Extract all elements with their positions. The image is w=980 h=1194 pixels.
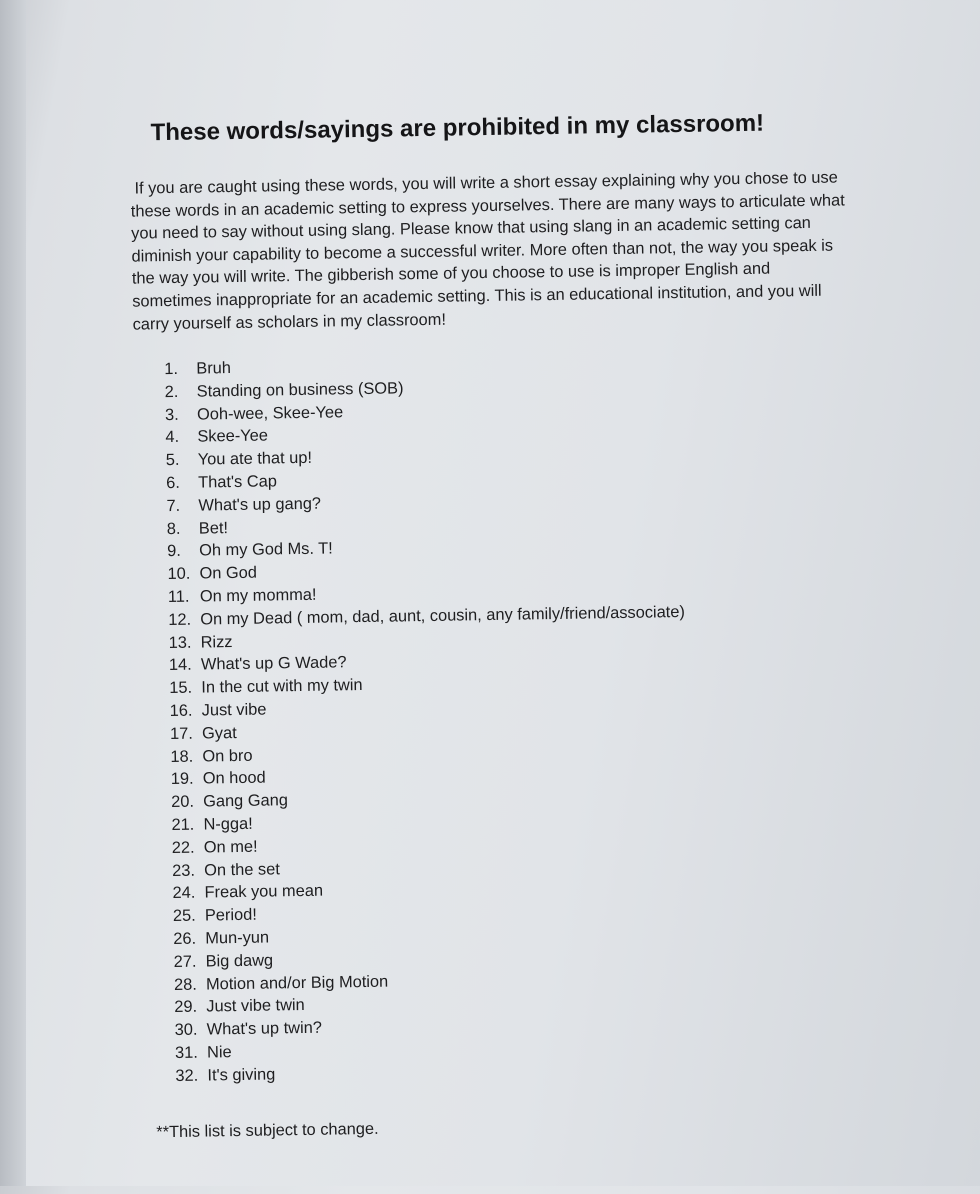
- list-item-number: 28.: [173, 975, 197, 994]
- list-item-text: Motion and/or Big Motion: [205, 972, 389, 994]
- list-item-text: On hood: [202, 768, 266, 788]
- list-item-text: In the cut with my twin: [201, 676, 363, 697]
- list-item-number: 14.: [168, 656, 192, 675]
- list-item-number: 11.: [167, 587, 190, 607]
- list-item-text: Bet!: [198, 518, 229, 538]
- intro-paragraph: If you are caught using these words, you will write a short essay explaining why you chose to use these words in an academic setting to express yourselves. There are many ways to articulate what you need to say without using slang. Please know that using slang in an academic setting can diminish your capability to become a successful writer. More often than not, the way you speak is the way you will write. The gibberish some of you choose to use is improper English and sometimes inappropriate for an academic setting. This is an educational institution, and you will carry yourself as scholars in my classroom!: [130, 168, 845, 334]
- list-item-text: Skee-Yee: [197, 426, 269, 446]
- list-item-text: Period!: [204, 905, 257, 925]
- list-item-number: 29.: [174, 997, 198, 1017]
- list-item-text: Standing on business (SOB): [196, 379, 404, 401]
- list-item-number: 26.: [173, 929, 197, 948]
- list-item-number: 22.: [171, 838, 195, 857]
- list-item-text: Ooh-wee, Skee-Yee: [196, 402, 344, 424]
- list-item-text: Gang Gang: [202, 791, 289, 811]
- list-item-text: Nie: [206, 1043, 232, 1062]
- list-item-text: What's up G Wade?: [200, 653, 347, 674]
- list-item-text: Just vibe: [201, 700, 267, 720]
- list-item-number: 18.: [170, 747, 194, 766]
- list-item-text: On my momma!: [199, 585, 317, 606]
- list-item-number: 30.: [174, 1020, 198, 1040]
- list-item-text: Freak you mean: [204, 881, 324, 902]
- list-item-text: On me!: [203, 837, 258, 857]
- list-item-number: 19.: [170, 770, 194, 789]
- list-item-text: Gyat: [201, 723, 237, 743]
- list-item-text: What's up twin?: [206, 1018, 323, 1039]
- list-item-number: 12.: [168, 610, 192, 629]
- list-item-number: 9.: [167, 542, 182, 561]
- list-item-number: 13.: [168, 633, 192, 652]
- list-item-number: 8.: [166, 519, 181, 538]
- list-item-text: Just vibe twin: [206, 996, 305, 1016]
- list-item-text: On bro: [202, 746, 253, 766]
- list-item-number: 3.: [164, 405, 179, 424]
- list-item-text: On my Dead ( mom, dad, aunt, cousin, any family/friend/associate): [200, 602, 686, 629]
- list-item-text: On God: [199, 563, 258, 583]
- list-item-number: 20.: [170, 792, 195, 812]
- list-item-text: Mun-yun: [205, 928, 270, 948]
- list-item-text: You ate that up!: [197, 448, 313, 469]
- document-title: These words/sayings are prohibited in my classroom!: [150, 109, 765, 147]
- list-item-text: Rizz: [200, 632, 233, 652]
- footnote: **This list is subject to change.: [156, 1119, 379, 1142]
- list-item-number: 5.: [165, 451, 180, 470]
- list-item-number: 25.: [172, 906, 196, 926]
- list-item-number: 32.: [175, 1066, 199, 1085]
- list-item-text: It's giving: [207, 1065, 276, 1085]
- list-item-number: 2.: [164, 382, 179, 401]
- list-item-text: N-gga!: [203, 814, 253, 834]
- list-item-number: 24.: [172, 883, 196, 903]
- list-item-number: 15.: [169, 678, 193, 698]
- list-item-number: 6.: [165, 473, 180, 493]
- list-item-number: 23.: [172, 861, 196, 880]
- list-item-text: Oh my God Ms. T!: [199, 539, 333, 560]
- prohibited-words-list: [164, 350, 692, 1088]
- list-item-number: 4.: [165, 428, 180, 447]
- list-item-number: 21.: [171, 815, 195, 834]
- list-item-number: 31.: [174, 1043, 199, 1062]
- list-item-text: That's Cap: [197, 472, 278, 492]
- list-item-number: 7.: [166, 496, 181, 515]
- list-item-text: Big dawg: [205, 951, 274, 971]
- list-item-text: On the set: [204, 859, 280, 880]
- list-item-number: 17.: [169, 724, 193, 743]
- list-item-number: 16.: [169, 701, 193, 720]
- list-item-number: 1.: [164, 359, 179, 379]
- list-item-text: What's up gang?: [198, 494, 322, 515]
- list-item-text: Bruh: [196, 359, 232, 378]
- list-item-number: 27.: [173, 952, 197, 971]
- list-item-number: 10.: [167, 564, 191, 584]
